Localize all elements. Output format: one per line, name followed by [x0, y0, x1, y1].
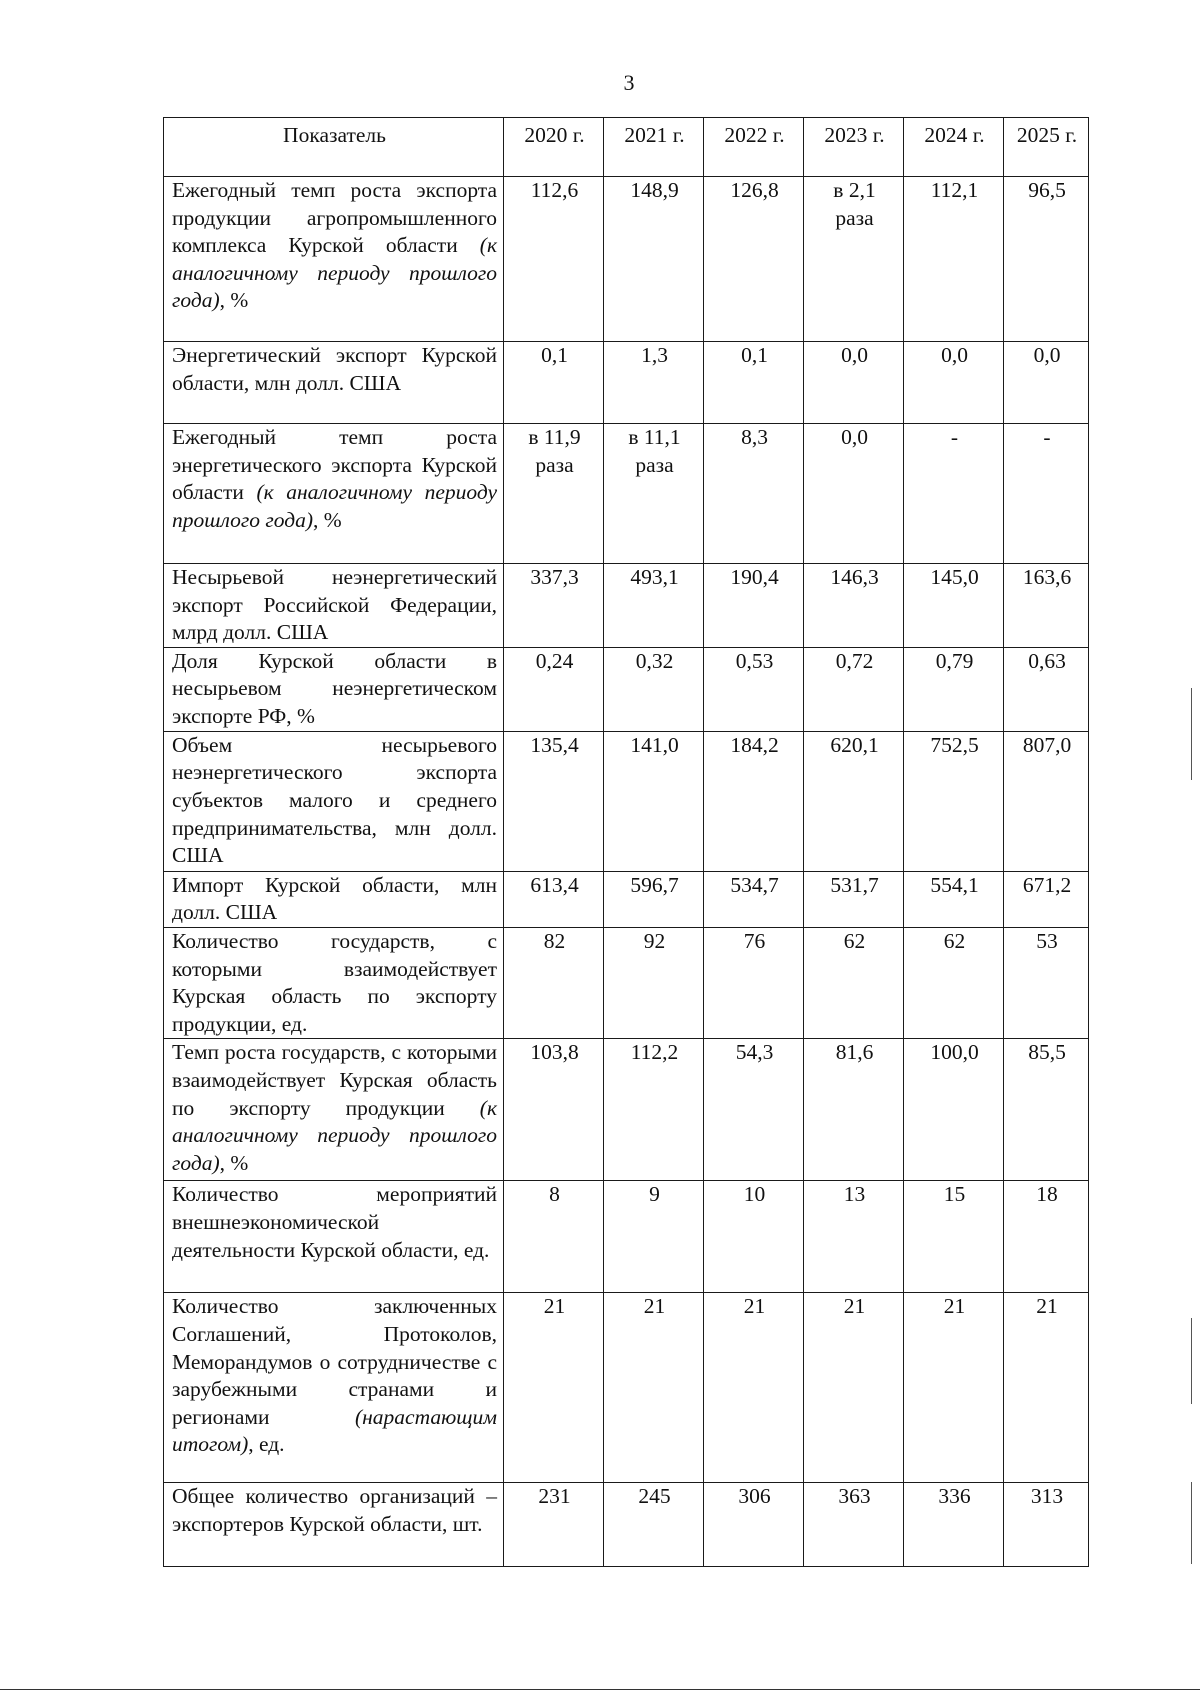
indicator-unit: , %	[219, 1150, 249, 1175]
indicator-text: Энергетический экспорт Курской области, млн долл. США	[172, 343, 497, 395]
value-cell: 1,3	[604, 342, 704, 424]
value-cell: 141,0	[604, 731, 704, 871]
indicator-text: Количество заключенных Соглашений, Протоколов, Меморандумов о сотрудничестве с зарубежными странами и регионами	[172, 1294, 497, 1429]
table-body	[164, 177, 1089, 1567]
indicator-text: Ежегодный темп роста экспорта продукции агропромышленного комплекса Курской области	[172, 178, 497, 258]
indicator-text: Объем несырьевого неэнергетического экспорта субъектов малого и среднего предпринимательства, млн долл. США	[172, 732, 497, 868]
value-cell: 9	[604, 1181, 704, 1293]
value-cell: 0,79	[904, 647, 1004, 731]
indicator-label	[164, 424, 504, 564]
value-cell: 8,3	[704, 424, 804, 564]
value-cell: 148,9	[604, 177, 704, 342]
value-cell: 21	[904, 1293, 1004, 1483]
value-cell: 112,1	[904, 177, 1004, 342]
value-cell: 82	[504, 927, 604, 1038]
value-cell: 620,1	[804, 731, 904, 871]
value-cell: 21	[504, 1293, 604, 1483]
value-cell: 0,32	[604, 647, 704, 731]
indicator-period-note: (к аналогичному периоду прошлого года)	[172, 480, 497, 532]
value-cell: 15	[904, 1181, 1004, 1293]
indicator-label	[164, 342, 504, 424]
value-cell: 85,5	[1004, 1039, 1089, 1181]
value-cell: 336	[904, 1483, 1004, 1567]
value-cell: 112,2	[604, 1039, 704, 1181]
indicator-text: Количество государств, с которыми взаимодействует Курская область по экспорту продукции, ед.	[172, 928, 497, 1036]
scan-edge-mark	[1191, 1318, 1192, 1404]
value-cell: в 11,9 раза	[504, 424, 604, 564]
value-cell: 313	[1004, 1483, 1089, 1567]
value-cell: 363	[804, 1483, 904, 1567]
value-cell: 81,6	[804, 1039, 904, 1181]
table-row	[164, 424, 1089, 564]
table-row	[164, 871, 1089, 927]
value-cell: 21	[804, 1293, 904, 1483]
value-cell: в 2,1 раза	[804, 177, 904, 342]
value-cell: 21	[704, 1293, 804, 1483]
value-cell: 752,5	[904, 731, 1004, 871]
indicator-text: Количество мероприятий внешнеэкономической деятельности Курской области, ед.	[172, 1182, 497, 1262]
value-cell: 100,0	[904, 1039, 1004, 1181]
value-cell: 163,6	[1004, 564, 1089, 648]
value-cell: 807,0	[1004, 731, 1089, 871]
indicator-text: Темп роста государств, с которыми взаимодействует Курская область по экспорту продукции	[172, 1040, 497, 1120]
value-cell: в 11,1 раза	[604, 424, 704, 564]
indicator-unit: , %	[313, 507, 342, 532]
value-cell: 62	[804, 927, 904, 1038]
indicator-period-note: (к аналогичному периоду прошлого года)	[172, 233, 497, 313]
header-year: 2024 г.	[904, 118, 1004, 177]
value-cell: 534,7	[704, 871, 804, 927]
value-cell: 21	[1004, 1293, 1089, 1483]
table-row	[164, 177, 1089, 342]
indicator-label	[164, 647, 504, 731]
indicator-label	[164, 871, 504, 927]
indicator-text: Ежегодный темп роста энергетического экспорта Курской области	[172, 425, 497, 505]
value-cell: 231	[504, 1483, 604, 1567]
header-indicator: Показатель	[164, 118, 504, 177]
value-cell: 146,3	[804, 564, 904, 648]
scan-edge-mark	[1191, 1482, 1192, 1564]
indicator-label	[164, 1483, 504, 1567]
value-cell: 145,0	[904, 564, 1004, 648]
header-year: 2022 г.	[704, 118, 804, 177]
value-cell: 13	[804, 1181, 904, 1293]
indicator-period-note: (к аналогичному периоду прошлого года)	[172, 1095, 497, 1175]
value-cell: 0,0	[904, 342, 1004, 424]
indicator-text: Доля Курской области в несырьевом неэнергетическом экспорте РФ, %	[172, 648, 497, 728]
value-cell: 126,8	[704, 177, 804, 342]
value-cell: 0,63	[1004, 647, 1089, 731]
table-row	[164, 927, 1089, 1038]
value-cell: 671,2	[1004, 871, 1089, 927]
value-cell: 0,1	[704, 342, 804, 424]
value-cell: 10	[704, 1181, 804, 1293]
value-cell: 0,0	[804, 342, 904, 424]
table-row	[164, 1293, 1089, 1483]
value-cell: 0,24	[504, 647, 604, 731]
indicator-label	[164, 731, 504, 871]
value-cell: 190,4	[704, 564, 804, 648]
value-cell: 337,3	[504, 564, 604, 648]
indicators-table	[163, 117, 1089, 1567]
value-cell: 184,2	[704, 731, 804, 871]
table-row	[164, 1483, 1089, 1567]
table-row	[164, 1181, 1089, 1293]
indicator-label	[164, 564, 504, 648]
table-row	[164, 731, 1089, 871]
value-cell: 531,7	[804, 871, 904, 927]
indicator-text: Общее количество организаций – экспортеров Курской области, шт.	[172, 1484, 497, 1536]
header-year: 2025 г.	[1004, 118, 1089, 177]
value-cell: 0,72	[804, 647, 904, 731]
indicator-text: Несырьевой неэнергетический экспорт Российской Федерации, млрд долл. США	[172, 565, 497, 645]
value-cell: 0,53	[704, 647, 804, 731]
value-cell: 0,0	[804, 424, 904, 564]
header-year: 2020 г.	[504, 118, 604, 177]
table-row	[164, 1039, 1089, 1181]
value-cell: 554,1	[904, 871, 1004, 927]
value-cell: 62	[904, 927, 1004, 1038]
table-row	[164, 647, 1089, 731]
indicator-label	[164, 177, 504, 342]
value-cell: 135,4	[504, 731, 604, 871]
value-cell: 21	[604, 1293, 704, 1483]
header-year: 2023 г.	[804, 118, 904, 177]
value-cell: 0,0	[1004, 342, 1089, 424]
value-cell: 103,8	[504, 1039, 604, 1181]
table-row	[164, 564, 1089, 648]
scan-edge-mark	[1191, 688, 1192, 780]
indicator-label	[164, 1039, 504, 1181]
indicator-unit: , ед.	[248, 1432, 285, 1457]
table-row	[164, 342, 1089, 424]
value-cell: 0,1	[504, 342, 604, 424]
page-number: 3	[623, 70, 635, 95]
value-cell: -	[1004, 424, 1089, 564]
indicator-unit: , %	[219, 288, 249, 313]
header-year: 2021 г.	[604, 118, 704, 177]
page-bottom-rule	[0, 1689, 1200, 1690]
value-cell: -	[904, 424, 1004, 564]
value-cell: 596,7	[604, 871, 704, 927]
value-cell: 96,5	[1004, 177, 1089, 342]
value-cell: 306	[704, 1483, 804, 1567]
indicator-label	[164, 1293, 504, 1483]
value-cell: 76	[704, 927, 804, 1038]
value-cell: 245	[604, 1483, 704, 1567]
value-cell: 112,6	[504, 177, 604, 342]
value-cell: 92	[604, 927, 704, 1038]
indicator-text: Импорт Курской области, млн долл. США	[172, 872, 497, 925]
value-cell: 18	[1004, 1181, 1089, 1293]
table-header-row	[164, 118, 1089, 177]
indicator-period-note: (нарастающим итогом)	[172, 1404, 497, 1457]
value-cell: 493,1	[604, 564, 704, 648]
indicator-label	[164, 1181, 504, 1293]
value-cell: 613,4	[504, 871, 604, 927]
indicator-label	[164, 927, 504, 1038]
value-cell: 54,3	[704, 1039, 804, 1181]
value-cell: 8	[504, 1181, 604, 1293]
value-cell: 53	[1004, 927, 1089, 1038]
